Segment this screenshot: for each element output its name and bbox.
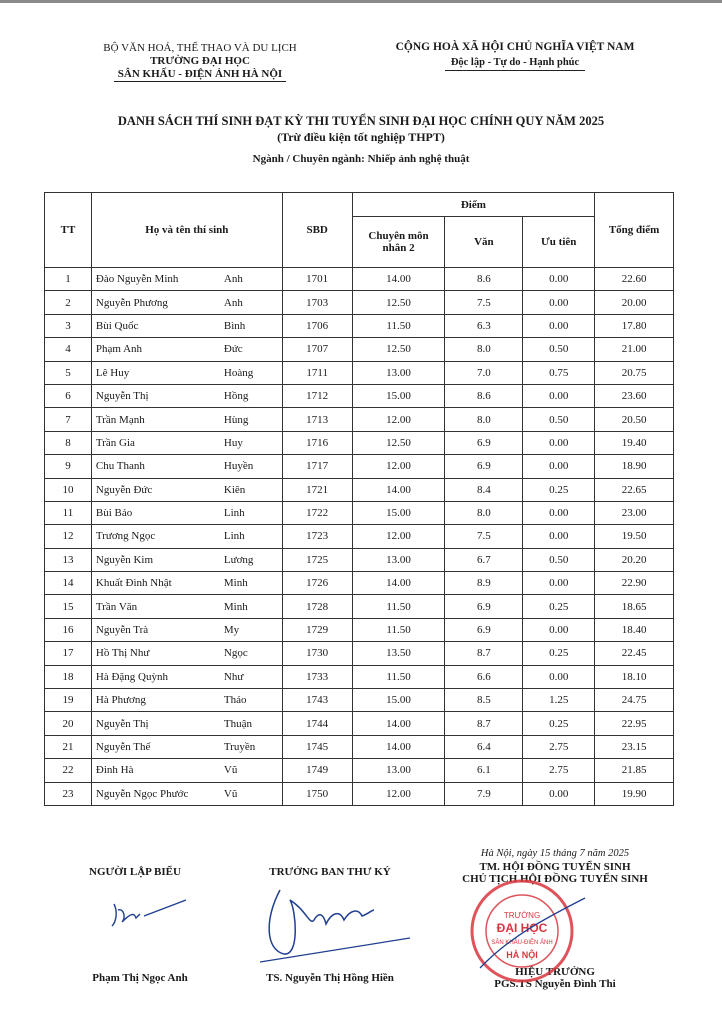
col-header-score-group: Điểm xyxy=(352,193,595,217)
university-line1: TRƯỜNG ĐẠI HỌC xyxy=(150,55,250,67)
row-last-name: Kiên xyxy=(223,483,246,496)
row-first-name: Trần Gia xyxy=(95,436,135,449)
row-tt: 1 xyxy=(45,268,92,291)
row-uu-tien: 0.25 xyxy=(523,642,595,665)
row-uu-tien: 0.50 xyxy=(523,408,595,431)
row-first-name: Bùi Quốc xyxy=(95,319,139,332)
row-van: 6.6 xyxy=(445,665,523,688)
row-first-name: Nguyễn Phương xyxy=(95,296,168,309)
row-tt: 5 xyxy=(45,361,92,384)
row-total: 18.90 xyxy=(595,455,674,478)
row-first-name: Nguyễn Thế xyxy=(95,741,151,753)
row-tt: 13 xyxy=(45,548,92,571)
row-chuyen-mon: 15.00 xyxy=(352,384,445,407)
row-first-name: Nguyễn Thị xyxy=(95,717,149,730)
row-total: 18.40 xyxy=(595,618,674,641)
row-uu-tien: 0.00 xyxy=(523,572,595,595)
rector-role: HIỆU TRƯỞNG xyxy=(515,966,595,978)
row-name xyxy=(91,595,282,618)
place-date: Hà Nội, ngày 15 tháng 7 năm 2025 xyxy=(480,848,630,859)
row-sbd: 1723 xyxy=(282,525,352,548)
row-name xyxy=(91,384,282,407)
row-uu-tien: 0.75 xyxy=(523,361,595,384)
row-tt: 4 xyxy=(45,338,92,361)
row-first-name: Đào Nguyễn Minh xyxy=(95,273,179,286)
row-chuyen-mon: 14.00 xyxy=(352,478,445,501)
row-uu-tien: 0.50 xyxy=(523,548,595,571)
row-chuyen-mon: 14.00 xyxy=(352,735,445,758)
row-uu-tien: 0.00 xyxy=(523,525,595,548)
row-chuyen-mon: 12.00 xyxy=(352,525,445,548)
row-last-name: Bình xyxy=(223,319,246,332)
ministry-name: BỘ VĂN HOÁ, THỂ THAO VÀ DU LỊCH xyxy=(103,42,297,54)
row-tt: 19 xyxy=(45,689,92,712)
table-row xyxy=(45,618,674,641)
row-last-name: Anh xyxy=(223,296,243,309)
row-van: 6.9 xyxy=(445,431,523,454)
row-sbd: 1712 xyxy=(282,384,352,407)
row-name xyxy=(91,572,282,595)
table-row xyxy=(45,572,674,595)
row-van: 7.5 xyxy=(445,291,523,314)
row-uu-tien: 0.00 xyxy=(523,618,595,641)
row-chuyen-mon: 12.50 xyxy=(352,291,445,314)
row-first-name: Lê Huy xyxy=(95,366,130,379)
row-chuyen-mon: 14.00 xyxy=(352,572,445,595)
row-first-name: Nguyễn Ngọc Phước xyxy=(95,787,189,800)
row-van: 8.5 xyxy=(445,689,523,712)
row-last-name: Minh xyxy=(223,600,248,613)
preparer-role: NGƯỜI LẬP BIỂU xyxy=(89,866,181,878)
row-uu-tien: 0.00 xyxy=(523,384,595,407)
row-total: 21.85 xyxy=(595,759,674,782)
row-tt: 2 xyxy=(45,291,92,314)
row-name xyxy=(91,501,282,524)
table-row xyxy=(45,338,674,361)
row-uu-tien: 0.00 xyxy=(523,291,595,314)
row-first-name: Trương Ngọc xyxy=(95,530,156,543)
row-last-name: Anh xyxy=(223,273,243,286)
row-uu-tien: 2.75 xyxy=(523,735,595,758)
row-sbd: 1707 xyxy=(282,338,352,361)
row-van: 6.9 xyxy=(445,618,523,641)
col-header-chuyen-mon: Chuyên môn nhân 2 xyxy=(352,217,445,268)
row-total: 20.00 xyxy=(595,291,674,314)
secretary-name-block xyxy=(230,972,430,984)
row-first-name: Bùi Bảo xyxy=(95,507,133,520)
row-name xyxy=(91,361,282,384)
row-tt: 21 xyxy=(45,735,92,758)
row-last-name: Như xyxy=(223,670,244,683)
row-last-name: My xyxy=(223,624,240,637)
table-row xyxy=(45,782,674,805)
row-tt: 22 xyxy=(45,759,92,782)
row-first-name: Nguyễn Kim xyxy=(95,553,154,566)
row-sbd: 1706 xyxy=(282,314,352,337)
row-name xyxy=(91,782,282,805)
table-row xyxy=(45,291,674,314)
table-row xyxy=(45,314,674,337)
row-total: 18.10 xyxy=(595,665,674,688)
row-sbd: 1733 xyxy=(282,665,352,688)
preparer-name-block xyxy=(60,972,220,984)
row-van: 7.9 xyxy=(445,782,523,805)
row-uu-tien: 0.25 xyxy=(523,595,595,618)
row-last-name: Hoàng xyxy=(223,366,254,379)
preparer-signature xyxy=(100,892,190,932)
row-name xyxy=(91,478,282,501)
row-van: 6.4 xyxy=(445,735,523,758)
row-name xyxy=(91,712,282,735)
secretary-role: TRƯỞNG BAN THƯ KÝ xyxy=(269,866,391,878)
row-van: 8.7 xyxy=(445,642,523,665)
row-uu-tien: 0.25 xyxy=(523,712,595,735)
row-last-name: Ngọc xyxy=(223,647,248,660)
country-name: CỘNG HOÀ XÃ HỘI CHỦ NGHĨA VIỆT NAM xyxy=(395,41,635,53)
row-first-name: Trần Văn xyxy=(95,600,138,613)
row-total: 22.60 xyxy=(595,268,674,291)
major-label: Ngành / Chuyên ngành: Nhiếp ảnh nghệ thuật xyxy=(252,153,470,165)
row-van: 8.0 xyxy=(445,408,523,431)
row-sbd: 1725 xyxy=(282,548,352,571)
row-total: 17.80 xyxy=(595,314,674,337)
row-total: 20.20 xyxy=(595,548,674,571)
col-header-total: Tổng điểm xyxy=(595,193,674,268)
row-chuyen-mon: 11.50 xyxy=(352,314,445,337)
row-chuyen-mon: 12.00 xyxy=(352,408,445,431)
row-last-name: Thuận xyxy=(223,717,253,730)
row-chuyen-mon: 14.00 xyxy=(352,268,445,291)
row-van: 6.3 xyxy=(445,314,523,337)
row-name xyxy=(91,431,282,454)
row-last-name: Thảo xyxy=(223,694,247,707)
table-row xyxy=(45,431,674,454)
row-chuyen-mon: 12.50 xyxy=(352,338,445,361)
ministry-header xyxy=(70,42,330,82)
row-name xyxy=(91,455,282,478)
row-total: 22.65 xyxy=(595,478,674,501)
table-row xyxy=(45,268,674,291)
rector-name: PGS.TS Nguyễn Đình Thi xyxy=(494,978,616,990)
table-row xyxy=(45,525,674,548)
row-sbd: 1721 xyxy=(282,478,352,501)
row-total: 20.75 xyxy=(595,361,674,384)
row-sbd: 1711 xyxy=(282,361,352,384)
table-row xyxy=(45,478,674,501)
document-subtitle: (Trừ điều kiện tốt nghiệp THPT) xyxy=(277,130,445,144)
row-chuyen-mon: 12.00 xyxy=(352,455,445,478)
row-name xyxy=(91,759,282,782)
row-chuyen-mon: 13.50 xyxy=(352,642,445,665)
row-tt: 3 xyxy=(45,314,92,337)
row-chuyen-mon: 15.00 xyxy=(352,689,445,712)
row-last-name: Đức xyxy=(223,343,243,356)
row-name xyxy=(91,618,282,641)
row-total: 19.40 xyxy=(595,431,674,454)
national-header xyxy=(360,40,670,71)
row-sbd: 1743 xyxy=(282,689,352,712)
row-uu-tien: 0.00 xyxy=(523,782,595,805)
row-chuyen-mon: 13.00 xyxy=(352,548,445,571)
row-total: 19.50 xyxy=(595,525,674,548)
table-row xyxy=(45,595,674,618)
svg-text:HÀ NỘI: HÀ NỘI xyxy=(506,950,538,960)
row-sbd: 1716 xyxy=(282,431,352,454)
row-uu-tien: 0.00 xyxy=(523,455,595,478)
row-van: 7.5 xyxy=(445,525,523,548)
row-sbd: 1749 xyxy=(282,759,352,782)
row-chuyen-mon: 15.00 xyxy=(352,501,445,524)
row-van: 6.1 xyxy=(445,759,523,782)
row-uu-tien: 1.25 xyxy=(523,689,595,712)
preparer-name: Phạm Thị Ngọc Anh xyxy=(92,972,188,984)
table-row xyxy=(45,689,674,712)
scan-top-edge xyxy=(0,0,722,3)
row-last-name: Huyền xyxy=(223,460,254,473)
row-first-name: Hà Phương xyxy=(95,694,146,707)
row-last-name: Truyền xyxy=(223,741,256,753)
row-van: 6.7 xyxy=(445,548,523,571)
row-last-name: Linh xyxy=(223,530,245,543)
row-tt: 20 xyxy=(45,712,92,735)
row-chuyen-mon: 13.00 xyxy=(352,361,445,384)
row-last-name: Vũ xyxy=(223,787,238,800)
row-van: 8.6 xyxy=(445,384,523,407)
row-van: 6.9 xyxy=(445,455,523,478)
col-header-tt: TT xyxy=(45,193,92,268)
document-title: DANH SÁCH THÍ SINH ĐẠT KỲ THI TUYỂN SINH ĐẠI HỌC CHÍNH QUY NĂM 2025 xyxy=(117,114,605,128)
row-sbd: 1744 xyxy=(282,712,352,735)
row-chuyen-mon: 11.50 xyxy=(352,618,445,641)
row-first-name: Chu Thanh xyxy=(95,460,145,473)
row-last-name: Linh xyxy=(223,507,245,520)
col-header-van: Văn xyxy=(445,217,523,268)
row-van: 8.0 xyxy=(445,501,523,524)
row-uu-tien: 2.75 xyxy=(523,759,595,782)
row-last-name: Huy xyxy=(223,436,243,449)
table-row xyxy=(45,548,674,571)
row-name xyxy=(91,408,282,431)
row-tt: 12 xyxy=(45,525,92,548)
row-last-name: Vũ xyxy=(223,764,238,777)
row-tt: 9 xyxy=(45,455,92,478)
table-row xyxy=(45,384,674,407)
row-van: 8.7 xyxy=(445,712,523,735)
row-chuyen-mon: 12.50 xyxy=(352,431,445,454)
row-total: 24.75 xyxy=(595,689,674,712)
row-total: 22.45 xyxy=(595,642,674,665)
secretary-signature-block xyxy=(250,866,410,878)
row-sbd: 1729 xyxy=(282,618,352,641)
row-name xyxy=(91,268,282,291)
row-sbd: 1701 xyxy=(282,268,352,291)
table-row xyxy=(45,642,674,665)
row-uu-tien: 0.50 xyxy=(523,338,595,361)
row-last-name: Hồng xyxy=(223,390,249,403)
row-tt: 15 xyxy=(45,595,92,618)
row-sbd: 1750 xyxy=(282,782,352,805)
row-sbd: 1703 xyxy=(282,291,352,314)
row-sbd: 1745 xyxy=(282,735,352,758)
row-sbd: 1726 xyxy=(282,572,352,595)
row-total: 22.90 xyxy=(595,572,674,595)
row-van: 6.9 xyxy=(445,595,523,618)
row-uu-tien: 0.00 xyxy=(523,431,595,454)
row-chuyen-mon: 11.50 xyxy=(352,595,445,618)
row-tt: 7 xyxy=(45,408,92,431)
table-row xyxy=(45,455,674,478)
row-first-name: Phạm Anh xyxy=(95,343,143,356)
row-first-name: Hà Đặng Quỳnh xyxy=(95,670,169,683)
row-tt: 10 xyxy=(45,478,92,501)
row-van: 8.4 xyxy=(445,478,523,501)
col-header-uu-tien: Ưu tiên xyxy=(523,217,595,268)
secretary-signature xyxy=(260,880,420,965)
row-uu-tien: 0.00 xyxy=(523,665,595,688)
row-total: 23.60 xyxy=(595,384,674,407)
university-line2: SÂN KHẤU - ĐIỆN ẢNH HÀ NỘI xyxy=(114,68,286,82)
row-sbd: 1722 xyxy=(282,501,352,524)
row-sbd: 1730 xyxy=(282,642,352,665)
row-total: 22.95 xyxy=(595,712,674,735)
svg-text:SÂN KHẤU-ĐIỆN ẢNH: SÂN KHẤU-ĐIỆN ẢNH xyxy=(491,940,553,946)
row-name xyxy=(91,338,282,361)
row-name xyxy=(91,689,282,712)
row-name xyxy=(91,665,282,688)
secretary-name: TS. Nguyễn Thị Hồng Hiền xyxy=(266,972,394,984)
row-tt: 8 xyxy=(45,431,92,454)
table-row xyxy=(45,735,674,758)
row-first-name: Hồ Thị Như xyxy=(95,647,150,660)
row-first-name: Trần Mạnh xyxy=(95,413,145,426)
svg-text:ĐẠI HỌC: ĐẠI HỌC xyxy=(496,921,548,935)
table-row xyxy=(45,501,674,524)
table-row xyxy=(45,665,674,688)
council-line1: TM. HỘI ĐỒNG TUYỂN SINH xyxy=(479,861,631,873)
row-first-name: Nguyễn Đức xyxy=(95,483,153,496)
row-first-name: Đinh Hà xyxy=(95,764,134,777)
row-total: 18.65 xyxy=(595,595,674,618)
row-tt: 14 xyxy=(45,572,92,595)
university-seal xyxy=(460,876,590,986)
results-table xyxy=(44,192,674,806)
row-uu-tien: 0.00 xyxy=(523,314,595,337)
row-sbd: 1717 xyxy=(282,455,352,478)
row-tt: 11 xyxy=(45,501,92,524)
row-first-name: Khuất Đình Nhật xyxy=(95,577,172,590)
row-last-name: Lương xyxy=(223,553,254,566)
row-first-name: Nguyễn Thị xyxy=(95,390,149,403)
row-uu-tien: 0.25 xyxy=(523,478,595,501)
row-name xyxy=(91,642,282,665)
table-row xyxy=(45,361,674,384)
row-first-name: Nguyễn Trà xyxy=(95,624,149,637)
svg-text:TRƯỜNG: TRƯỜNG xyxy=(503,911,541,920)
row-last-name: Hùng xyxy=(223,413,249,426)
row-name xyxy=(91,735,282,758)
row-sbd: 1728 xyxy=(282,595,352,618)
row-name xyxy=(91,291,282,314)
council-line2: CHỦ TỊCH HỘI ĐỒNG TUYỂN SINH xyxy=(462,873,648,885)
row-last-name: Minh xyxy=(223,577,248,590)
row-van: 7.0 xyxy=(445,361,523,384)
row-chuyen-mon: 11.50 xyxy=(352,665,445,688)
col-header-name: Họ và tên thí sinh xyxy=(91,193,282,268)
row-chuyen-mon: 13.00 xyxy=(352,759,445,782)
national-motto: Độc lập - Tự do - Hạnh phúc xyxy=(445,55,585,71)
row-name xyxy=(91,314,282,337)
row-total: 23.00 xyxy=(595,501,674,524)
row-tt: 16 xyxy=(45,618,92,641)
row-sbd: 1713 xyxy=(282,408,352,431)
table-row xyxy=(45,712,674,735)
preparer-signature-block xyxy=(80,866,190,878)
row-chuyen-mon: 12.00 xyxy=(352,782,445,805)
row-uu-tien: 0.00 xyxy=(523,268,595,291)
row-tt: 6 xyxy=(45,384,92,407)
table-row xyxy=(45,408,674,431)
row-uu-tien: 0.00 xyxy=(523,501,595,524)
row-total: 23.15 xyxy=(595,735,674,758)
row-van: 8.6 xyxy=(445,268,523,291)
row-chuyen-mon: 14.00 xyxy=(352,712,445,735)
row-total: 21.00 xyxy=(595,338,674,361)
row-total: 19.90 xyxy=(595,782,674,805)
table-row xyxy=(45,759,674,782)
row-van: 8.9 xyxy=(445,572,523,595)
row-name xyxy=(91,548,282,571)
row-tt: 17 xyxy=(45,642,92,665)
row-name xyxy=(91,525,282,548)
col-header-sbd: SBD xyxy=(282,193,352,268)
row-tt: 18 xyxy=(45,665,92,688)
row-van: 8.0 xyxy=(445,338,523,361)
row-total: 20.50 xyxy=(595,408,674,431)
row-tt: 23 xyxy=(45,782,92,805)
